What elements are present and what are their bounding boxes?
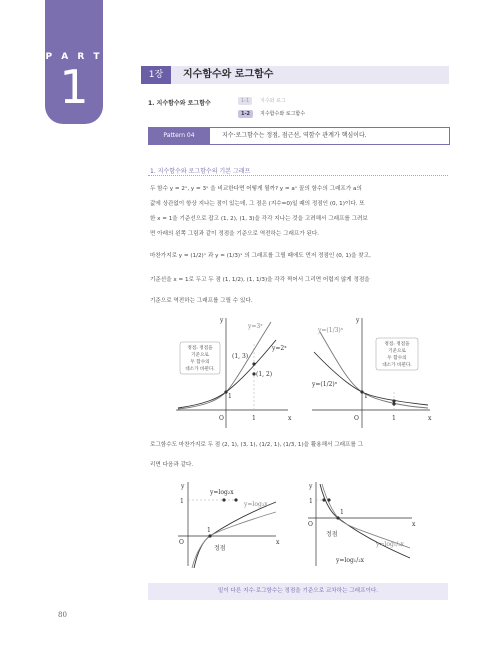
curve-label-third: y=(1/3)ˣ (318, 327, 344, 334)
vertex-label: 정점 (214, 545, 226, 552)
subsection-label: 지수와 로그 (260, 98, 286, 104)
y-tick-label: 1 (309, 498, 313, 505)
subsection-badge: 1-1 (238, 97, 252, 105)
section-heading: 1. 지수함수와 로그함수의 기본 그래프 (150, 168, 251, 175)
y-tick-label: 1 (364, 393, 368, 400)
chapter-badge: 1장 (141, 66, 171, 84)
subsection-badge: 1-2 (238, 110, 253, 118)
paragraph-line: 리면 다음과 같다. (150, 462, 194, 468)
pattern-badge: Pattern 04 (148, 127, 210, 145)
x-axis-label: x (276, 539, 280, 546)
graph1-note-line: 기준으로 (191, 353, 209, 358)
paragraph-line: 면 아래의 왼쪽 그림과 같이 정점을 기준으로 역전하는 그래프가 된다. (150, 231, 320, 237)
graph1-note-line: 정점: 정점을 (187, 346, 213, 351)
x-tick-label: 1 (207, 527, 211, 534)
chapter-title: 지수함수와 로그함수 (183, 69, 274, 80)
paragraph-line: 두 함수 y = 2ˣ, y = 3ˣ 을 비교한다면 어떻게 될까? y = aˣ 꼴의 함수의 그래프가 a의 (150, 186, 362, 192)
curve-label-log12: y=log₁/₂x (336, 557, 365, 564)
x-axis-label: x (412, 521, 416, 528)
part-number: 1 (59, 60, 89, 114)
graph-exponential-decreasing (310, 312, 435, 430)
origin-label: O (179, 539, 184, 546)
x-axis-label: x (428, 415, 432, 422)
summary-text: 밑이 다른 지수·로그함수는 정점을 기준으로 교차하는 그래프이다. (217, 588, 379, 594)
paragraph-line: 마찬가지로 y = (1/2)ˣ 과 y = (1/3)ˣ 의 그래프를 그릴 때에도 먼저 정점인 (0, 1)을 찾고, (150, 253, 371, 259)
curve-label-2x: y=2ˣ (272, 345, 287, 352)
vertex-label: 정점 (326, 531, 338, 538)
part-label: P A R T (45, 52, 103, 62)
curve-label-log2: y=log₂x (210, 489, 234, 496)
x-tick-label: 1 (340, 509, 344, 516)
y-axis-label: y (220, 317, 224, 324)
graph-exponential-increasing (176, 312, 296, 430)
y-axis-label: y (356, 317, 360, 324)
y-tick-label: 1 (228, 393, 232, 400)
graph-log-increasing (176, 478, 284, 570)
paragraph-line: 기준으로 역전하는 그래프를 그릴 수 있다. (150, 298, 253, 304)
origin-label: O (219, 415, 224, 422)
x-tick-label: 1 (392, 415, 396, 422)
divider (148, 175, 448, 176)
subsection-label: 지수함수와 로그함수 (260, 111, 306, 117)
y-tick-label: 1 (180, 498, 184, 505)
curve-label-3x: y=3ˣ (248, 323, 263, 330)
paragraph-line: 기준선을 x = 1로 두고 두 점 (1, 1/2), (1, 1/3)을 각각 찍어서 그리면 어렵지 않게 정점을 (150, 277, 370, 283)
x-tick-label: 1 (252, 415, 256, 422)
graph1-note-line: 두 함수의 (190, 360, 210, 365)
graph-log-decreasing (306, 478, 418, 570)
origin-label: O (354, 415, 359, 422)
graph2-note-line: 대소가 바뀐다. (382, 363, 412, 368)
point-label: (1, 2) (256, 371, 273, 378)
graph2-note-line: 정점: 정점을 (384, 342, 410, 347)
pattern-text: 지수·로그함수는 정점, 점근선, 역함수 관계가 핵심이다. (222, 132, 367, 139)
paragraph-line: 한 x = 1을 기준선으로 잡고 (1, 2), (1, 3)을 각각 지나는 것을 고려해서 그래프를 그려보 (150, 216, 368, 222)
point-label: (1, 3) (232, 353, 249, 360)
curve-label-half: y=(1/2)ˣ (312, 381, 338, 388)
origin-label: O (308, 521, 313, 528)
paragraph-line: 값에 상관없이 항상 지나는 점이 있는데, 그 점은 (지수=0)일 때의 정점인 (0, 1)이다. 또 (150, 201, 365, 207)
graph2-note-line: 두 함수의 (387, 356, 407, 361)
page-number: 80 (58, 611, 67, 619)
x-axis-label: x (288, 415, 292, 422)
section-title: 1. 지수함수와 로그함수 (148, 100, 211, 107)
paragraph-line: 로그함수도 마찬가지로 두 점 (2, 1), (3, 1), (1/2, 1), (1/3, 1)을 활용해서 그래프를 그 (150, 442, 364, 448)
curve-label-log3: y=log₃x (244, 501, 268, 508)
graph2-note-line: 기준으로 (388, 349, 406, 354)
graph1-note-line: 대소가 바뀐다. (185, 367, 215, 372)
y-axis-label: y (309, 483, 313, 490)
y-axis-label: y (181, 483, 185, 490)
curve-label-log13: y=log₁/₃x (376, 541, 405, 548)
